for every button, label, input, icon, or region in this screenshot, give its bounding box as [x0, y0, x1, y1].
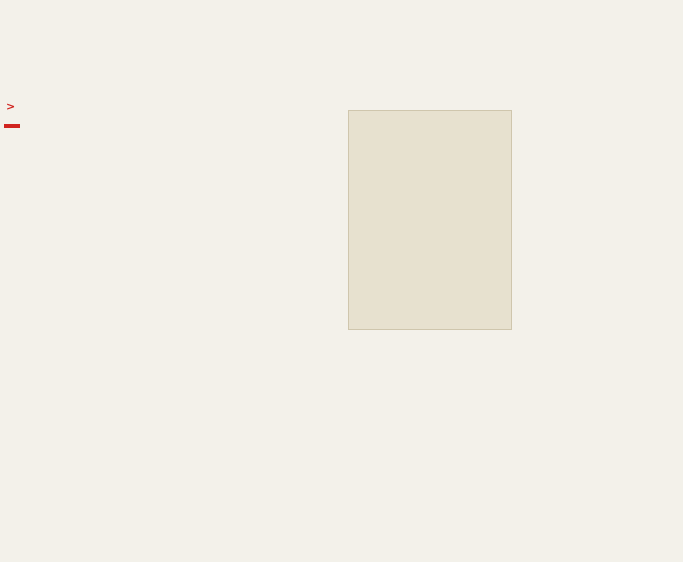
column-1	[4, 118, 166, 560]
strap-line	[4, 6, 679, 32]
byline	[6, 100, 166, 113]
highlight-box-title	[357, 117, 503, 139]
main-headline	[4, 36, 679, 98]
column-4	[518, 96, 679, 560]
highlight-box	[348, 110, 512, 330]
highlight-box-body	[357, 143, 503, 323]
column-2-top	[173, 96, 341, 222]
chevron-right-icon: >	[6, 100, 16, 113]
lower-left-column	[173, 340, 335, 560]
lead-marker	[4, 124, 20, 128]
lower-section	[173, 340, 509, 560]
lower-right-column	[347, 340, 509, 560]
column-2-bottom	[173, 226, 341, 334]
